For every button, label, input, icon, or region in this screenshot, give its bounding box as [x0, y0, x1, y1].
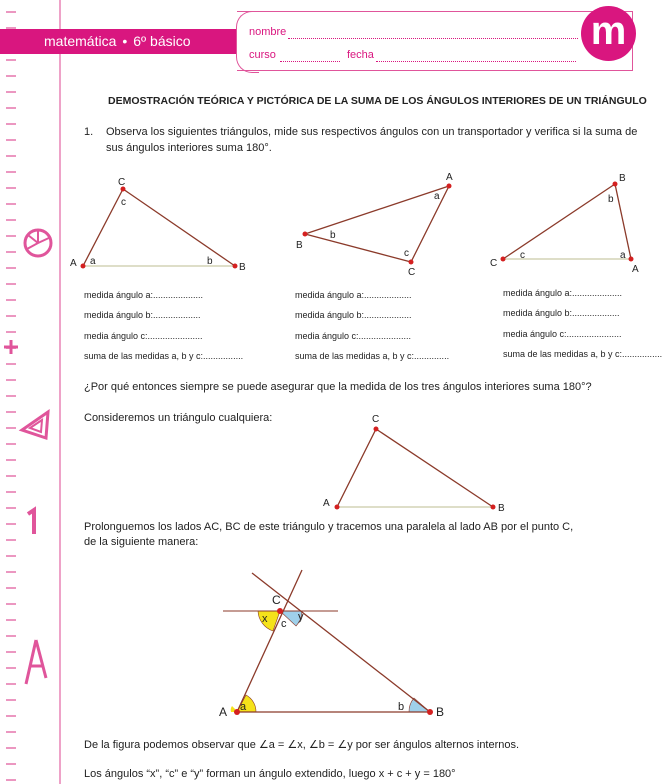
t1-vertex-B: B — [239, 262, 246, 273]
t3-measure-a: medida ángulo a:.................... — [503, 288, 623, 298]
t1-measure-a: medida ángulo a:.................... — [84, 290, 204, 300]
logo-m: m — [581, 6, 636, 61]
t2-vertex-B: B — [296, 240, 303, 251]
t3-measure-sum: suma de las medidas a, b y c:................ — [503, 349, 663, 359]
fig-vertex-C: C — [272, 593, 281, 607]
extend-line1: Prolonguemos los lados AC, BC de este triángulo y tracemos una paralela al lado AB por el punto C, — [84, 521, 574, 533]
fig-angle-c: c — [281, 618, 287, 630]
t3-measure-c: media ángulo c:...................... — [503, 329, 622, 339]
t1-angle-c: c — [121, 197, 126, 208]
question-text: ¿Por qué entonces siempre se puede asegurar que la medida de los tres ángulos interiores suma 180°? — [84, 381, 592, 393]
t4-vertex-B: B — [498, 503, 505, 514]
extend-line2: de la siguiente manera: — [84, 536, 199, 548]
page-title: DEMOSTRACIÓN TEÓRICA Y PICTÓRICA DE LA SUMA DE LOS ÁNGULOS INTERIORES DE UN TRIÁNGULO — [108, 95, 647, 107]
t2-measure-b: medida ángulo b:................... — [295, 310, 412, 320]
t3-vertex-B: B — [619, 173, 626, 184]
t4-vertex-A: A — [323, 498, 330, 509]
t3-angle-a: a — [620, 250, 626, 261]
header-bullet: • — [122, 33, 128, 49]
t3-measure-b: medida ángulo b:................... — [503, 308, 620, 318]
consider-text: Consideremos un triángulo cualquiera: — [84, 412, 273, 424]
t1-measure-b: medida ángulo b:................... — [84, 310, 201, 320]
t2-angle-b: b — [330, 230, 336, 241]
fig-angle-b: b — [398, 701, 405, 713]
course-label: curso — [249, 49, 276, 61]
t2-measure-a: medida ángulo a:................... — [295, 290, 412, 300]
t3-angle-c: c — [520, 250, 525, 261]
t2-vertex-A: A — [446, 172, 453, 183]
fig-angle-a: a — [240, 701, 247, 713]
q1-number: 1. — [84, 126, 94, 138]
q1-line2: sus ángulos interiores suma 180°. — [106, 142, 272, 154]
t4-vertex-C: C — [372, 414, 380, 425]
t2-measure-c: media ángulo c:..................... — [295, 331, 412, 341]
q1-line1: Observa los siguientes triángulos, mide sus respectivos ángulos con un transportador y verifica si la suma de — [106, 126, 638, 138]
t1-vertex-A: A — [70, 258, 77, 269]
t1-angle-b: b — [207, 256, 213, 267]
t3-vertex-A: A — [632, 264, 639, 275]
subject-label: matemática — [44, 33, 117, 49]
fig-angle-y: y — [298, 611, 304, 623]
t2-vertex-C: C — [408, 267, 416, 278]
fig-angle-x: x — [262, 613, 268, 625]
t3-angle-b: b — [608, 194, 614, 205]
t2-measure-sum: suma de las medidas a, b y c:.............. — [295, 351, 450, 361]
t1-vertex-C: C — [118, 177, 126, 188]
t2-angle-a: a — [434, 191, 440, 202]
t3-vertex-C: C — [490, 258, 498, 269]
observation-text: De la figura podemos observar que ∠a = ∠x, ∠b = ∠y por ser ángulos alternos internos. — [84, 739, 520, 751]
grade-label: 6º básico — [133, 33, 191, 49]
conclusion-text: Los ángulos “x”, “c” e “y” forman un ángulo extendido, luego x + c + y = 180° — [84, 768, 456, 780]
t1-measure-sum: suma de las medidas a, b y c:................ — [84, 351, 244, 361]
fig-vertex-A: A — [219, 705, 228, 719]
name-label: nombre — [249, 26, 287, 38]
date-label: fecha — [347, 49, 374, 61]
fig-vertex-B: B — [436, 705, 445, 719]
t1-angle-a: a — [90, 256, 96, 267]
t1-measure-c: media ángulo c:...................... — [84, 331, 203, 341]
t2-angle-c: c — [404, 248, 409, 259]
